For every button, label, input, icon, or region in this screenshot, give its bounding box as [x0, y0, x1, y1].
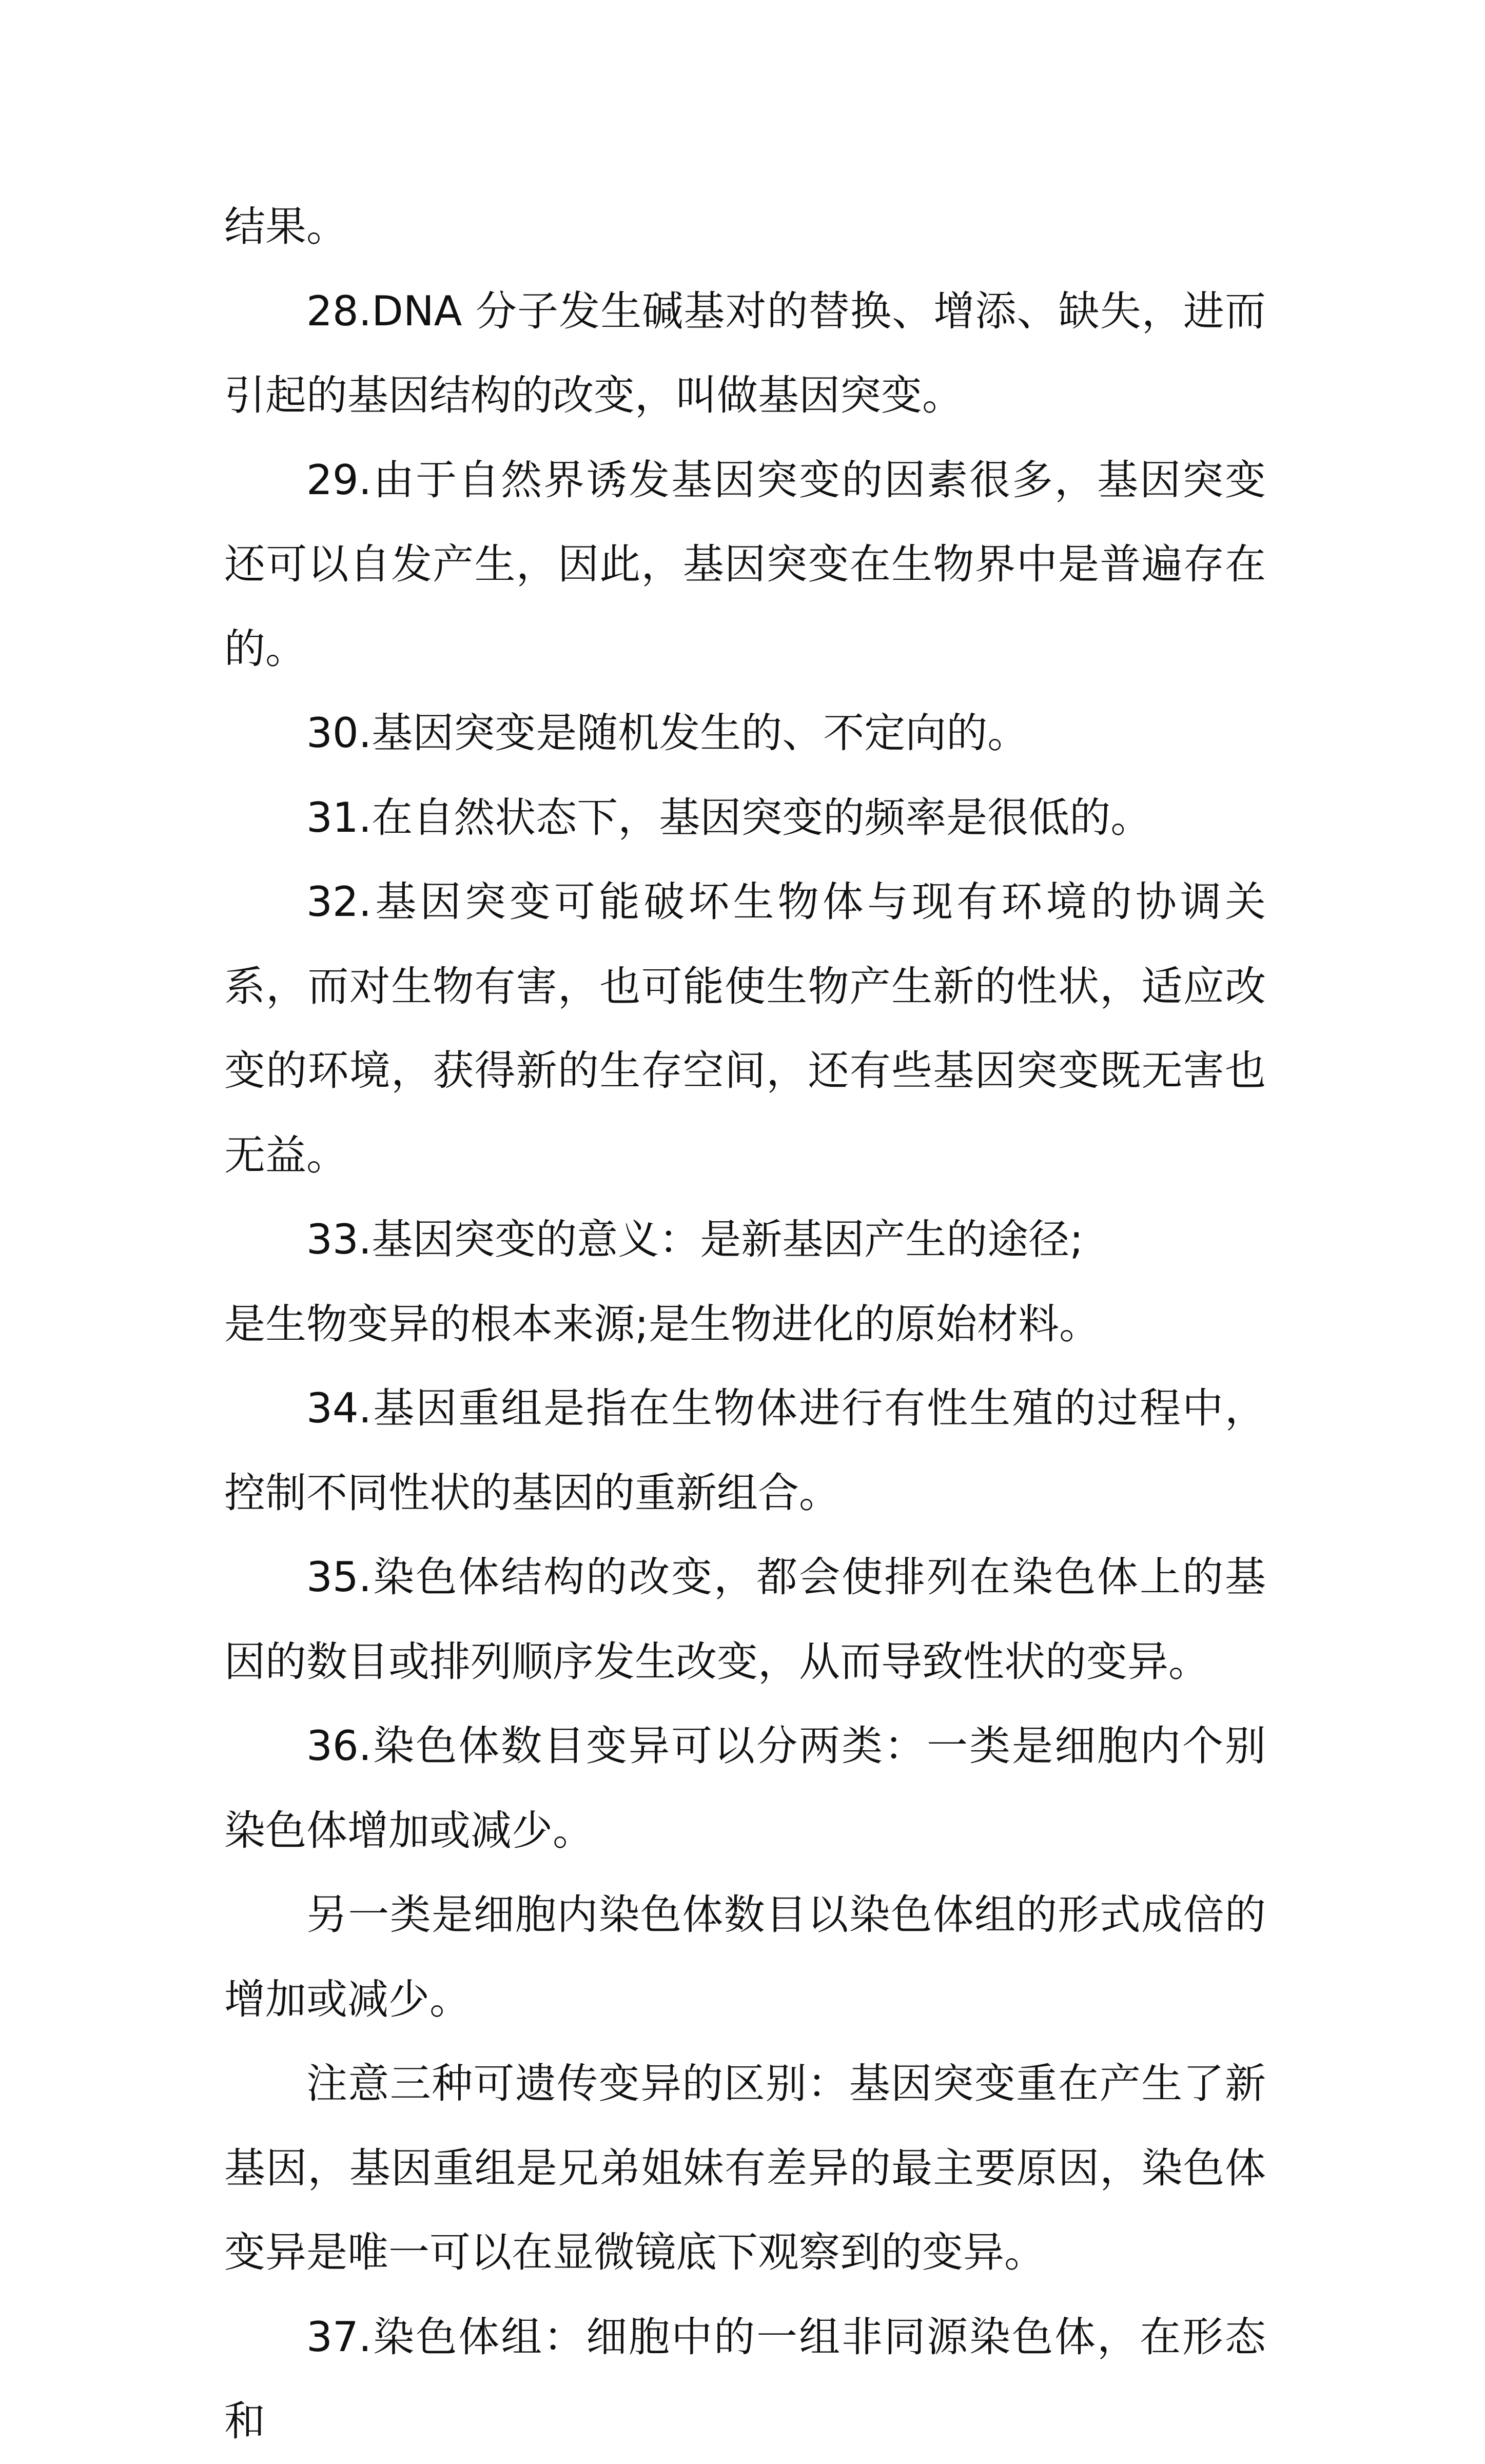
paragraph-item-32: 32.基因突变可能破坏生物体与现有环境的协调关系，而对生物有害，也可能使生物产生新的性状，适应改变的环境，获得新的生存空间，还有些基因突变既无害也无益。	[224, 878, 1266, 1179]
paragraph-item-31: 31.在自然状态下，基因突变的频率是很低的。	[306, 793, 1152, 842]
document-body	[224, 185, 1266, 2464]
paragraph-item-29: 29.由于自然界诱发基因突变的因素很多，基因突变还可以自发产生，因此，基因突变在生物界中是普遍存在的。	[224, 456, 1266, 673]
paragraph-item-36-continued: 另一类是细胞内染色体数目以染色体组的形式成倍的增加或减少。	[224, 1891, 1266, 2023]
paragraph-item-34: 34.基因重组是指在生物体进行有性生殖的过程中，控制不同性状的基因的重新组合。	[224, 1384, 1266, 1517]
paragraph-item-35: 35.染色体结构的改变，都会使排列在染色体上的基因的数目或排列顺序发生改变，从而导致性状的变异。	[224, 1553, 1266, 1686]
paragraph-continuation: 结果。	[224, 203, 347, 250]
paragraph-item-33: 33.基因突变的意义：是新基因产生的途径;	[306, 1216, 1084, 1263]
paragraph-item-30: 30.基因突变是随机发生的、不定向的。	[306, 709, 1029, 757]
paragraph-item-33-continued: 是生物变异的根本来源;是生物进化的原始材料。	[224, 1300, 1100, 1348]
paragraph-item-37: 37.染色体组：细胞中的一组非同源染色体，在形态和	[224, 2313, 1266, 2445]
paragraph-item-28: 28.DNA 分子发生碱基对的替换、增添、缺失，进而引起的基因结构的改变，叫做基因突变。	[224, 287, 1266, 419]
paragraph-note: 注意三种可遗传变异的区别：基因突变重在产生了新基因，基因重组是兄弟姐妹有差异的最主要原因，染色体变异是唯一可以在显微镜底下观察到的变异。	[224, 2060, 1266, 2276]
paragraph-item-36: 36.染色体数目变异可以分两类：一类是细胞内个别染色体增加或减少。	[224, 1722, 1266, 1854]
